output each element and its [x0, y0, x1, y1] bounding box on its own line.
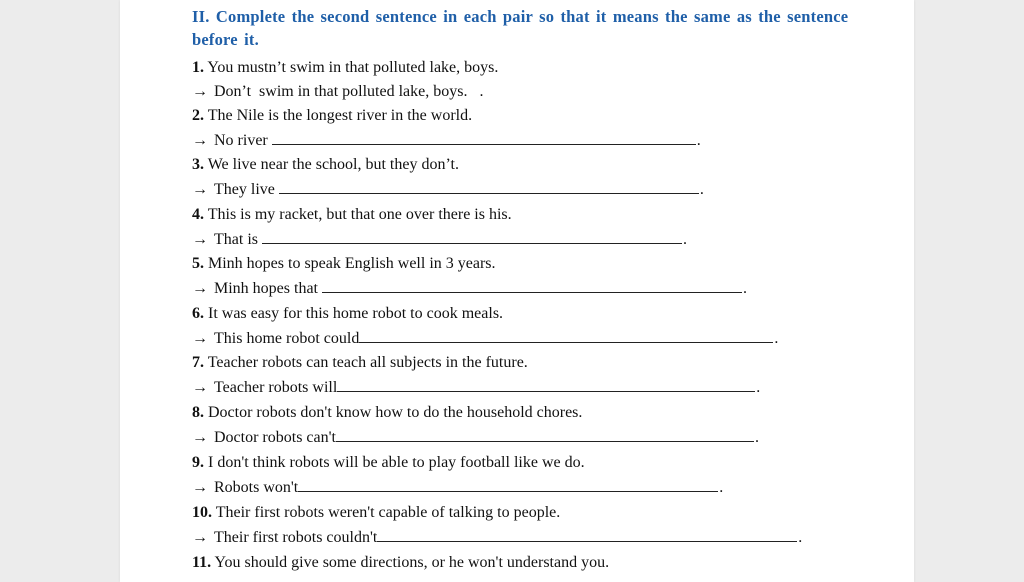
question-8 — [192, 401, 582, 425]
question-text: Their first robots weren't capable of talking to people. — [215, 504, 561, 521]
question-4 — [192, 203, 512, 227]
arrow-icon: → — [192, 479, 208, 496]
answer-prompt: Robots won't — [214, 479, 299, 496]
question-5 — [192, 252, 496, 276]
question-number: 5. — [192, 255, 204, 272]
question-text: You mustn’t swim in that polluted lake, boys. — [207, 59, 499, 76]
question-text: We live near the school, but they don’t. — [207, 156, 459, 173]
exercise-heading: II. Complete the second sentence in each pair so that it means the same as the sentence before it. — [192, 7, 849, 49]
answer-prompt: Their first robots couldn't — [214, 529, 378, 546]
answer-4 — [192, 228, 687, 252]
answer-prompt: This home robot could — [214, 330, 360, 347]
arrow-icon: → — [192, 132, 208, 149]
answer-blank[interactable] — [322, 277, 742, 293]
answer-dot: . — [743, 280, 747, 297]
answer-dot: . — [756, 379, 761, 396]
question-number: 9. — [192, 454, 204, 471]
question-number: 11. — [192, 554, 212, 571]
question-6 — [192, 302, 503, 326]
answer-dot: . — [774, 330, 779, 347]
question-text: I don't think robots will be able to play football like we do. — [208, 454, 585, 471]
answer-blank[interactable] — [298, 476, 718, 492]
question-text: You should give some directions, or he won't understand you. — [214, 554, 610, 571]
answer-blank[interactable] — [377, 526, 797, 542]
answer-2 — [192, 129, 701, 153]
answer-dot: . — [683, 231, 687, 248]
question-text: This is my racket, but that one over there is his. — [207, 206, 512, 223]
question-number: 2. — [192, 107, 204, 124]
question-number: 3. — [192, 156, 204, 173]
answer-prompt: They live — [214, 181, 275, 198]
question-text: The Nile is the longest river in the world. — [207, 107, 473, 124]
question-text: Doctor robots don't know how to do the household chores. — [208, 404, 583, 421]
question-number: 4. — [192, 206, 204, 223]
answer-text: Don’t swim in that polluted lake, boys. — [214, 83, 468, 100]
answer-dot: . — [696, 132, 701, 149]
answer-blank[interactable] — [337, 376, 755, 392]
question-2 — [192, 104, 472, 128]
answer-prompt: Teacher robots will — [214, 379, 338, 396]
answer-blank[interactable] — [336, 426, 754, 442]
question-number: 6. — [192, 305, 204, 322]
answer-7 — [192, 376, 760, 400]
arrow-icon: → — [192, 429, 208, 446]
answer-blank[interactable] — [279, 178, 699, 194]
question-11 — [192, 551, 609, 575]
answer-dot: . — [479, 83, 484, 100]
question-9 — [192, 451, 585, 475]
answer-9 — [192, 476, 723, 500]
arrow-icon: → — [192, 231, 208, 248]
answer-prompt: No river — [214, 132, 268, 149]
arrow-icon: → — [192, 529, 208, 546]
answer-1 — [192, 80, 483, 104]
question-number: 7. — [192, 354, 204, 371]
answer-prompt: Doctor robots can't — [214, 429, 336, 446]
question-number: 10. — [192, 504, 212, 521]
answer-10 — [192, 526, 802, 550]
question-7 — [192, 351, 528, 375]
arrow-icon: → — [192, 280, 208, 297]
arrow-icon: → — [192, 330, 208, 347]
arrow-icon: → — [192, 181, 208, 198]
answer-6 — [192, 327, 778, 351]
answer-dot: . — [798, 529, 803, 546]
answer-3 — [192, 178, 704, 202]
answer-prompt: Minh hopes that — [214, 280, 318, 297]
answer-8 — [192, 426, 759, 450]
question-text: Teacher robots can teach all subjects in the future. — [207, 354, 528, 371]
arrow-icon: → — [192, 83, 208, 100]
answer-dot: . — [719, 479, 724, 496]
question-number: 8. — [192, 404, 204, 421]
answer-blank[interactable] — [359, 327, 773, 343]
question-text: Minh hopes to speak English well in 3 years. — [208, 255, 496, 272]
answer-prompt: That is — [214, 231, 258, 248]
answer-dot: . — [699, 181, 704, 198]
answer-blank[interactable] — [262, 228, 682, 244]
question-3 — [192, 153, 459, 177]
answer-blank[interactable] — [272, 129, 696, 145]
question-1 — [192, 56, 498, 80]
worksheet-page — [120, 0, 914, 582]
question-10 — [192, 501, 560, 525]
arrow-icon: → — [192, 379, 208, 396]
answer-dot: . — [754, 429, 759, 446]
question-number: 1. — [192, 59, 204, 76]
question-text: It was easy for this home robot to cook meals. — [208, 305, 504, 322]
answer-5 — [192, 277, 747, 301]
